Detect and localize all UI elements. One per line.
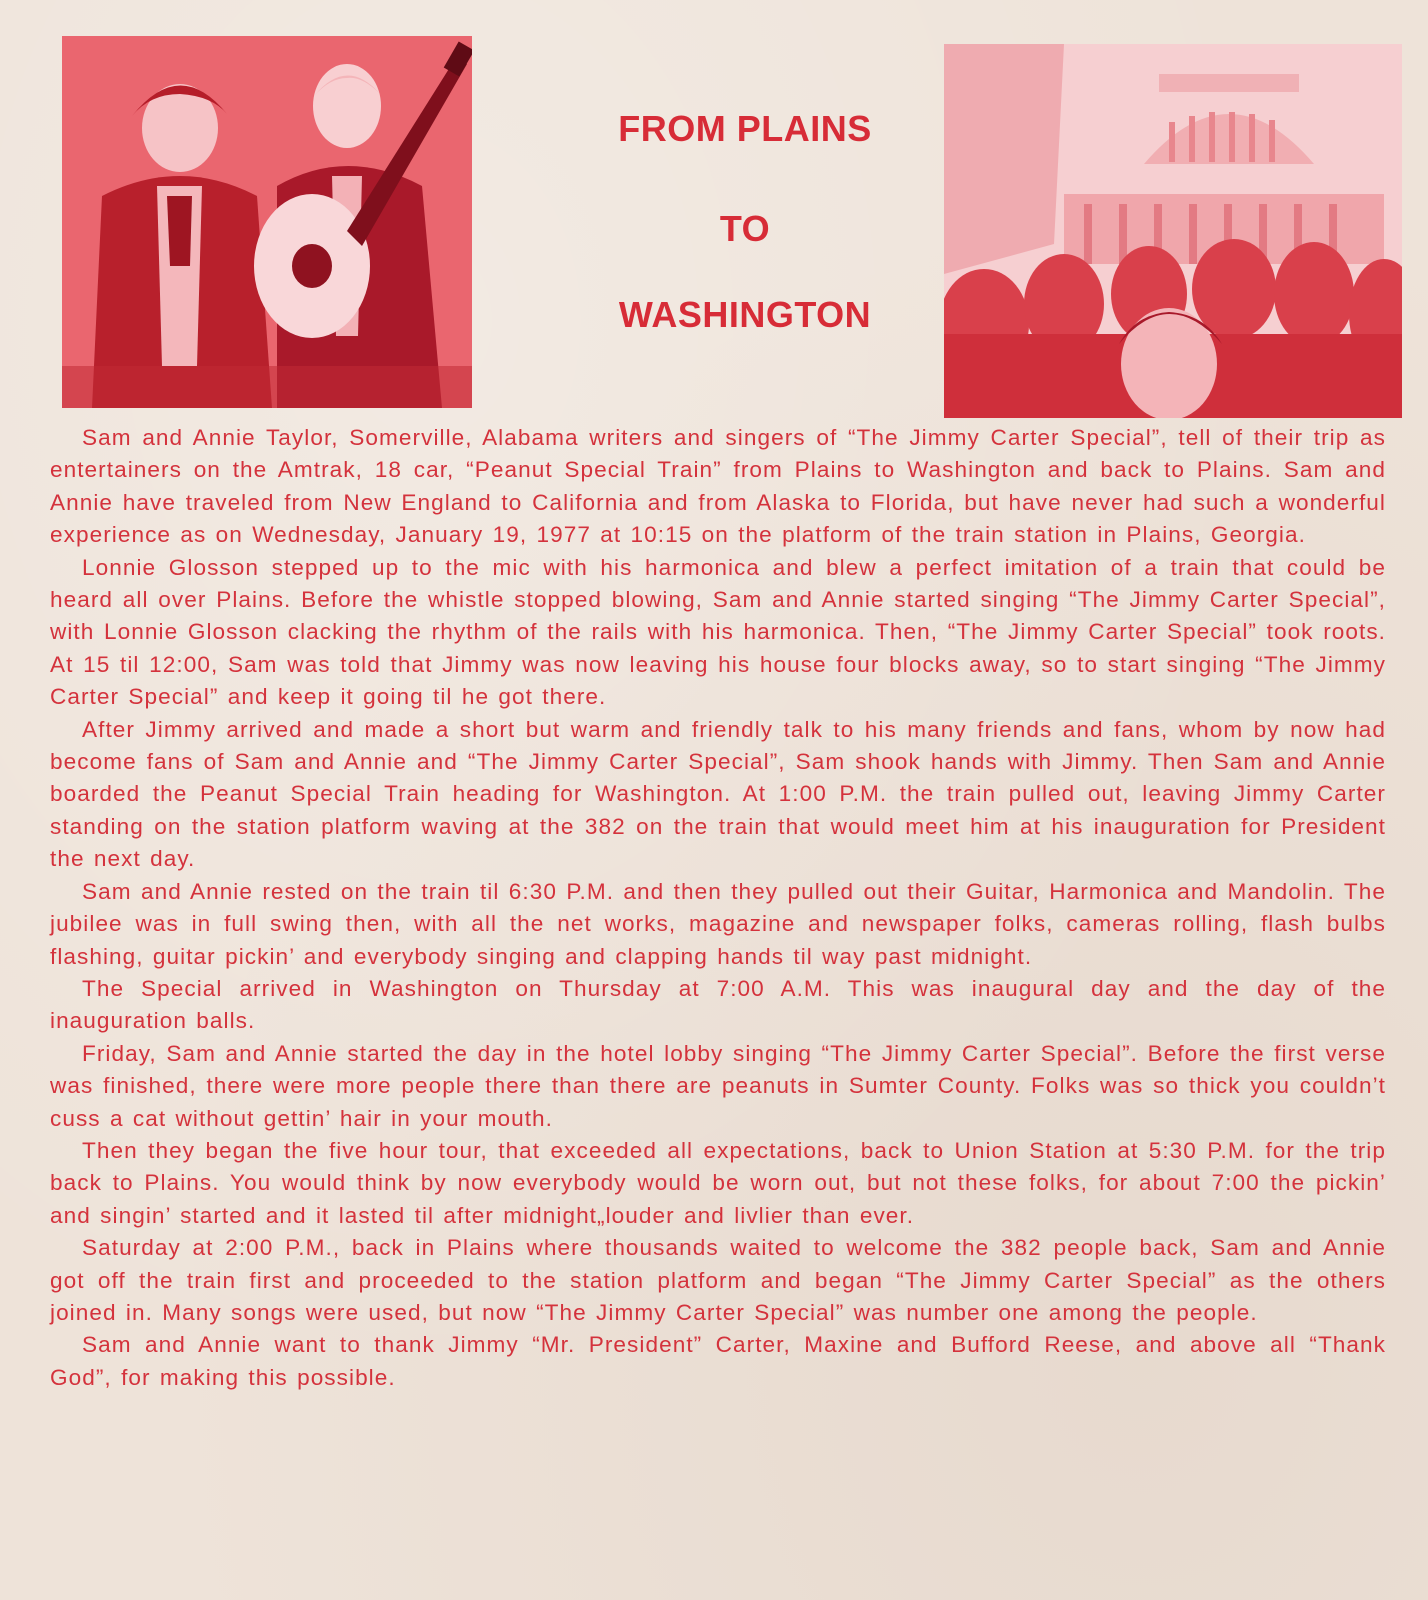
paragraph: Sam and Annie rested on the train til 6:30 P.M. and then they pulled out their Guitar, Harmonica and Mandolin. The jubilee was in full swing then, with all the net works, magazine and newspaper folks, cameras rolling, flash bulbs flashing, guitar pickin’ and everybody singing and clapping hands til way past midnight. <box>50 878 1386 969</box>
article-body <box>50 422 1386 1394</box>
photo-singers-with-guitar <box>62 36 472 408</box>
paragraph: Saturday at 2:00 P.M., back in Plains where thousands waited to welcome the 382 people back, Sam and Annie got off the train first and proceeded to the station platform and began “The Jimmy Carter Special” as the others joined in. Many songs were used, but now “The Jimmy Carter Special” was number one among the people. <box>50 1235 1386 1325</box>
title-line-3: WASHINGTON <box>618 294 872 335</box>
paragraph: Friday, Sam and Annie started the day in the hotel lobby singing “The Jimmy Carter Special”. Before the first verse was finished, there were more people there than there are peanuts in Sumter County. Folks was so thick you couldn’t cuss a cat without gettin’ hair in your mouth. <box>50 1040 1386 1131</box>
title-line-1: FROM PLAINS <box>618 108 872 149</box>
paragraph: Then they began the five hour tour, that exceeded all expectations, back to Union Station at 5:30 P.M. for the trip back to Plains. You would think by now everybody would be worn out, but not these folks, for about 7:00 the pickin’ and singin’ started and it lasted til after midnight„louder and livlier than ever. <box>50 1137 1386 1228</box>
paragraph: Sam and Annie want to thank Jimmy “Mr. President” Carter, Maxine and Bufford Reese, and above all “Thank God”, for making this possible. <box>50 1332 1386 1390</box>
paragraph: After Jimmy arrived and made a short but warm and friendly talk to his many friends and fans, whom by now had become fans of Sam and Annie and “The Jimmy Carter Special”, Sam shook hands with Jimmy. Then Sam and Annie boarded the Peanut Special Train heading for Washington. At 1:00 P.M. the train pulled out, leaving Jimmy Carter standing on the station platform waving at the 382 on the train that would meet him at his inauguration for President the next day. <box>50 716 1386 872</box>
paragraph: Sam and Annie Taylor, Somerville, Alabama writers and singers of “The Jimmy Carter Special”, tell of their trip as entertainers on the Amtrak, 18 car, “Peanut Special Train” from Plains to Washington and back to Plains. Sam and Annie have traveled from New England to California and from Alaska to Florida, but have never had such a wonderful experience as on Wednesday, January 19, 1977 at 10:15 on the platform of the train station in Plains, Georgia. <box>50 425 1386 548</box>
title-line-2: TO <box>719 208 771 249</box>
photo-crowd-at-capitol <box>944 44 1402 418</box>
paragraph: The Special arrived in Washington on Thursday at 7:00 A.M. This was inaugural day and the day of the inauguration balls. <box>50 975 1386 1034</box>
paragraph: Lonnie Glosson stepped up to the mic with his harmonica and blew a perfect imitation of a train that could be heard all over Plains. Before the whistle stopped blowing, Sam and Annie started singing “The Jimmy Carter Special”, with Lonnie Glosson clacking the rhythm of the rails with his harmonica. Then, “The Jimmy Carter Special” took roots. At 15 til 12:00, Sam was told that Jimmy was now leaving his house four blocks away, so to start singing “The Jimmy Carter Special” and keep it going til he got there. <box>50 554 1386 710</box>
